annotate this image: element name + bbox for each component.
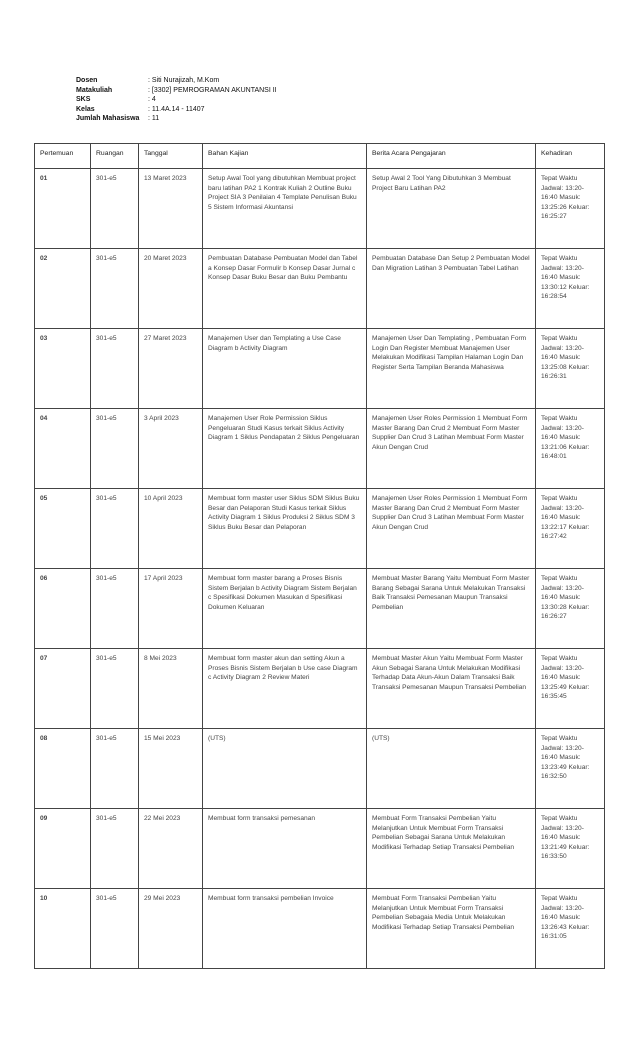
cell-kehadiran: Tepat Waktu Jadwal: 13:20-16:40 Masuk: 13:22:17 Keluar: 16:27:42 [536,489,605,569]
cell-ruangan: 301-e5 [91,809,139,889]
cell-pertemuan: 03 [35,329,91,409]
table-row [35,329,605,409]
cell-kehadiran: Tepat Waktu Jadwal: 13:20-16:40 Masuk: 13:25:26 Keluar: 16:25:27 [536,169,605,249]
course-info [76,76,277,124]
cell-pertemuan: 07 [35,649,91,729]
cell-pertemuan: 02 [35,249,91,329]
cell-berita-acara: Manajemen User Roles Permission 1 Membuat Form Master Barang Dan Crud 2 Membuat Form Master Supplier Dan Crud 3 Latihan Membuat Form Master Akun Dengan Crud [367,489,536,569]
cell-bahan-kajian: Membuat form master user Siklus SDM Siklus Buku Besar dan Pelaporan Studi Kasus terkait Siklus Activity Diagram 1 Siklus Produksi 2 Siklus SDM 3 Siklus Buku Besar dan Pelaporan [203,489,367,569]
info-label: Jumlah Mahasiswa [76,115,140,122]
cell-ruangan: 301-e5 [91,169,139,249]
info-label: Matakuliah [76,86,113,94]
info-value: : [3302] PEMROGRAMAN AKUNTANSI II [148,86,277,94]
info-value: : Siti Nurajizah, M.Kom [148,77,220,84]
cell-kehadiran: Tepat Waktu Jadwal: 13:20-16:40 Masuk: 13:25:49 Keluar: 16:35:45 [536,649,605,729]
col-header-berita-acara: Berita Acara Pengajaran [367,144,536,169]
cell-tanggal: 17 April 2023 [139,569,203,649]
info-value: : 4 [148,96,156,103]
cell-kehadiran: Tepat Waktu Jadwal: 13:20-16:40 Masuk: 13:23:49 Keluar: 16:32:50 [536,729,605,809]
cell-ruangan: 301-e5 [91,729,139,809]
table-row [35,809,605,889]
info-value: : 11 [148,115,160,122]
cell-bahan-kajian: Membuat form transaksi pembelian Invoice [203,889,367,969]
attendance-table [34,143,605,969]
cell-kehadiran: Tepat Waktu Jadwal: 13:20-16:40 Masuk: 13:30:12 Keluar: 16:28:54 [536,249,605,329]
info-row-matakuliah [76,86,277,96]
col-header-kehadiran: Kehadiran [536,144,605,169]
cell-kehadiran: Tepat Waktu Jadwal: 13:20-16:40 Masuk: 13:25:08 Keluar: 16:26:31 [536,329,605,409]
cell-tanggal: 22 Mei 2023 [139,809,203,889]
cell-ruangan: 301-e5 [91,489,139,569]
cell-ruangan: 301-e5 [91,409,139,489]
table-row [35,409,605,489]
col-header-tanggal: Tanggal [139,144,203,169]
info-label: Dosen [76,77,98,84]
cell-tanggal: 13 Maret 2023 [139,169,203,249]
cell-bahan-kajian: Membuat form master barang a Proses Bisnis Sistem Berjalan b Activity Diagram Sistem Berjalan c Spesifikasi Dokumen Masukan d Spesifikasi Dokumen Keluaran [203,569,367,649]
cell-ruangan: 301-e5 [91,649,139,729]
info-label: SKS [76,96,91,103]
cell-berita-acara: (UTS) [367,729,536,809]
cell-tanggal: 10 April 2023 [139,489,203,569]
table-row [35,649,605,729]
cell-bahan-kajian: Setup Awal Tool yang dibutuhkan Membuat project baru latihan PA2 1 Kontrak Kuliah 2 Outline Buku Project SIA 3 Penilaian 4 Template Penulisan Buku 5 Sistem Informasi Akuntansi [203,169,367,249]
cell-tanggal: 8 Mei 2023 [139,649,203,729]
cell-pertemuan: 10 [35,889,91,969]
cell-bahan-kajian: Membuat form transaksi pemesanan [203,809,367,889]
table-row [35,249,605,329]
table-row [35,729,605,809]
table-row [35,569,605,649]
col-header-bahan-kajian: Bahan Kajian [203,144,367,169]
cell-tanggal: 27 Maret 2023 [139,329,203,409]
cell-bahan-kajian: Manajemen User dan Templating a Use Case Diagram b Activity Diagram [203,329,367,409]
cell-berita-acara: Manajemen User Dan Templating , Pembuatan Form Login Dan Register Membuat Manajemen User Melakukan Modifikasi Tampilan Halaman Login Dan Register Serta Tampilan Beranda Mahasiswa [367,329,536,409]
cell-kehadiran: Tepat Waktu Jadwal: 13:20-16:40 Masuk: 13:26:43 Keluar: 16:31:05 [536,889,605,969]
cell-pertemuan: 05 [35,489,91,569]
cell-berita-acara: Manajemen User Roles Permission 1 Membuat Form Master Barang Dan Crud 2 Membuat Form Master Supplier Dan Crud 3 Latihan Membuat Form Master Akun Dengan Crud [367,409,536,489]
table-header-row [35,144,605,169]
cell-ruangan: 301-e5 [91,329,139,409]
cell-pertemuan: 09 [35,809,91,889]
cell-tanggal: 15 Mei 2023 [139,729,203,809]
cell-berita-acara: Membuat Master Barang Yaitu Membuat Form Master Barang Sebagai Sarana Untuk Melakukan Transaksi Baik Transaksi Pemesanan Maupun Transaksi Pembelian [367,569,536,649]
cell-kehadiran: Tepat Waktu Jadwal: 13:20-16:40 Masuk: 13:30:28 Keluar: 16:26:27 [536,569,605,649]
col-header-ruangan: Ruangan [91,144,139,169]
cell-kehadiran: Tepat Waktu Jadwal: 13:20-16:40 Masuk: 13:21:49 Keluar: 16:33:50 [536,809,605,889]
cell-pertemuan: 08 [35,729,91,809]
cell-bahan-kajian: Pembuatan Database Pembuatan Model dan Tabel a Konsep Dasar Formulir b Konsep Dasar Jurnal c Konsep Dasar Buku Besar dan Buku Pembantu [203,249,367,329]
cell-berita-acara: Membuat Form Transaksi Pembelian Yaitu Melanjutkan Untuk Membuat Form Transaksi Pembelian Sebagaia Media Untuk Melakukan Modifikasi Terhadap Setiap Transaksi Pembelian [367,889,536,969]
info-value: : 11.4A.14 - 11407 [148,105,205,113]
cell-bahan-kajian: Membuat form master akun dan setting Akun a Proses Bisnis Sistem Berjalan b Use case Diagram c Activity Diagram 2 Review Materi [203,649,367,729]
col-header-pertemuan: Pertemuan [35,144,91,169]
cell-pertemuan: 06 [35,569,91,649]
cell-bahan-kajian: (UTS) [203,729,367,809]
table-row [35,169,605,249]
cell-ruangan: 301-e5 [91,569,139,649]
info-label: Kelas [76,105,95,113]
cell-tanggal: 20 Maret 2023 [139,249,203,329]
cell-kehadiran: Tepat Waktu Jadwal: 13:20-16:40 Masuk: 13:21:06 Keluar: 16:48:01 [536,409,605,489]
cell-tanggal: 3 April 2023 [139,409,203,489]
cell-berita-acara: Setup Awal 2 Tool Yang Dibutuhkan 3 Membuat Project Baru Latihan PA2 [367,169,536,249]
cell-berita-acara: Membuat Form Transaksi Pembelian Yaitu Melanjutkan Untuk Membuat Form Transaksi Pembelian Sebagai Sarana Untuk Melakukan Modifikasi Terhadap Setiap Transaksi Pembelian [367,809,536,889]
table-row [35,889,605,969]
info-row-dosen [76,76,277,86]
cell-pertemuan: 04 [35,409,91,489]
cell-ruangan: 301-e5 [91,889,139,969]
cell-ruangan: 301-e5 [91,249,139,329]
info-row-jumlah-mahasiswa [76,114,277,124]
info-row-sks [76,95,277,105]
cell-berita-acara: Pembuatan Database Dan Setup 2 Pembuatan Model Dan Migration Latihan 3 Pembuatan Tabel Latihan [367,249,536,329]
info-row-kelas [76,105,277,115]
table-row [35,489,605,569]
cell-berita-acara: Membuat Master Akun Yaitu Membuat Form Master Akun Sebagai Sarana Untuk Melakukan Modifikasi Terhadap Data Akun-Akun Dalam Transaksi Baik Transaksi Pemesanan Maupun Transaksi Pembelian [367,649,536,729]
cell-tanggal: 29 Mei 2023 [139,889,203,969]
cell-pertemuan: 01 [35,169,91,249]
cell-bahan-kajian: Manajemen User Role Permission Siklus Pengeluaran Studi Kasus terkait Siklus Activity Diagram 1 Siklus Pendapatan 2 Siklus Pengeluaran [203,409,367,489]
